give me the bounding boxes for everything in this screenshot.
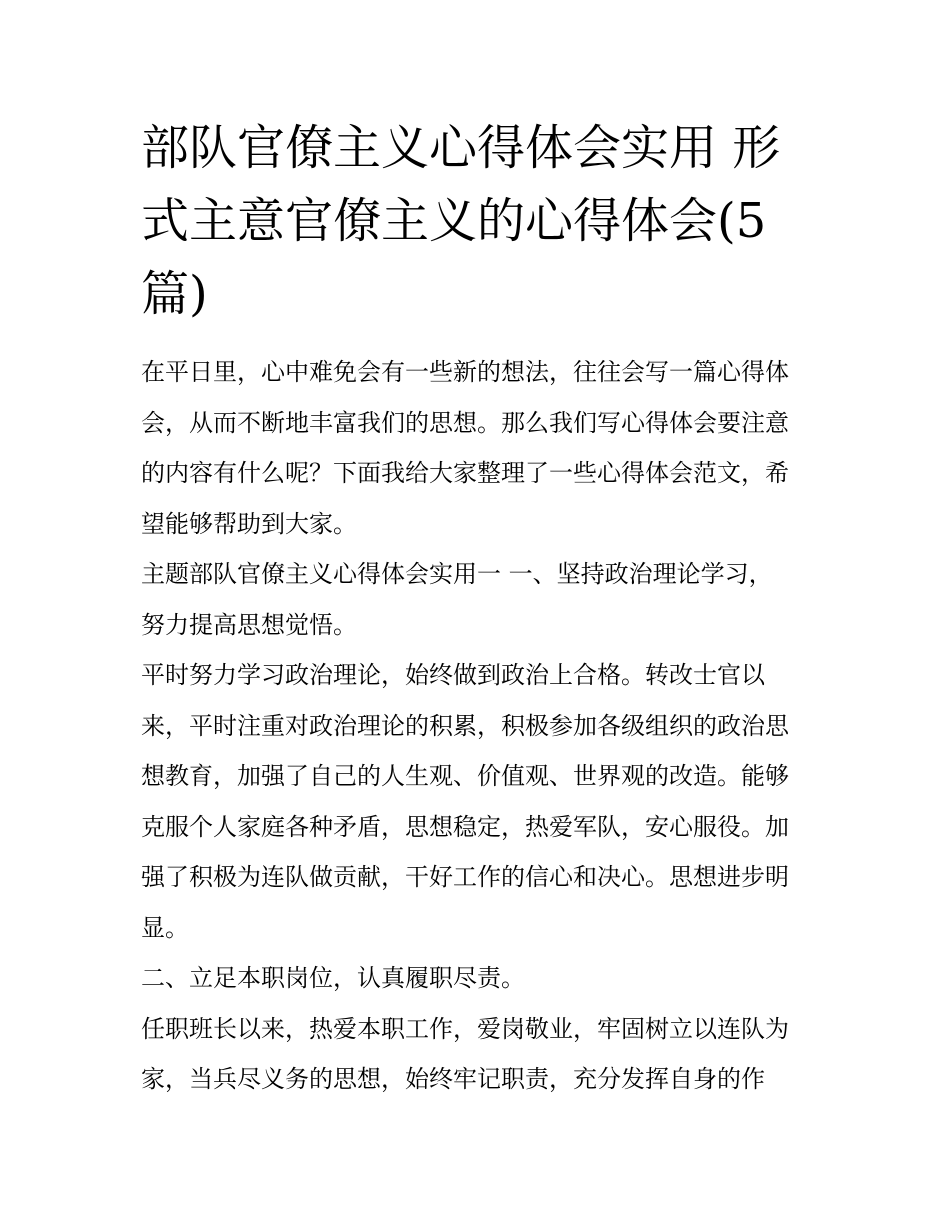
section-one-body bbox=[141, 650, 821, 953]
paragraph-line: 努力提高思想觉悟。 bbox=[141, 610, 357, 639]
paragraph-line: 显。 bbox=[141, 913, 189, 942]
section-one-heading bbox=[141, 549, 821, 650]
paragraph-line: 强了积极为连队做贡献，干好工作的信心和决心。思想进步明 bbox=[141, 863, 789, 891]
paragraph-line: 家，当兵尽义务的思想，始终牢记职责，充分发挥自身的作 bbox=[141, 1065, 765, 1093]
intro-paragraph bbox=[141, 347, 821, 549]
paragraph-line: 主题部队官僚主义心得体会实用一 一、坚持政治理论学习， bbox=[141, 560, 773, 588]
paragraph-line: 克服个人家庭各种矛盾，思想稳定，热爱军队，安心服役。加 bbox=[141, 812, 789, 841]
paragraph-line: 平时努力学习政治理论，始终做到政治上合格。转改士官以 bbox=[141, 661, 765, 689]
section-two-body bbox=[141, 1004, 821, 1105]
document-title bbox=[141, 112, 821, 331]
paragraph-line: 在平日里，心中难免会有一些新的想法，往往会写一篇心得体 bbox=[141, 358, 789, 386]
section-two-heading bbox=[141, 953, 821, 1004]
title-line-3: 篇) bbox=[141, 266, 208, 322]
paragraph-line: 二、立足本职岗位，认真履职尽责。 bbox=[141, 964, 525, 992]
title-line-2: 式主意官僚主义的心得体会(5 bbox=[141, 193, 767, 249]
title-line-1: 部队官僚主义心得体会实用 形 bbox=[141, 120, 781, 176]
paragraph-line: 会，从而不断地丰富我们的思想。那么我们写心得体会要注意 bbox=[141, 408, 789, 437]
document-content bbox=[141, 112, 821, 1105]
paragraph-line: 想教育，加强了自己的人生观、价值观、世界观的改造。能够 bbox=[141, 762, 789, 790]
paragraph-line: 望能够帮助到大家。 bbox=[141, 509, 357, 538]
paragraph-line: 来，平时注重对政治理论的积累，积极参加各级组织的政治思 bbox=[141, 711, 789, 740]
paragraph-line: 的内容有什么呢？下面我给大家整理了一些心得体会范文，希 bbox=[141, 459, 789, 487]
paragraph-line: 任职班长以来，热爱本职工作，爱岗敬业，牢固树立以连队为 bbox=[141, 1014, 789, 1043]
